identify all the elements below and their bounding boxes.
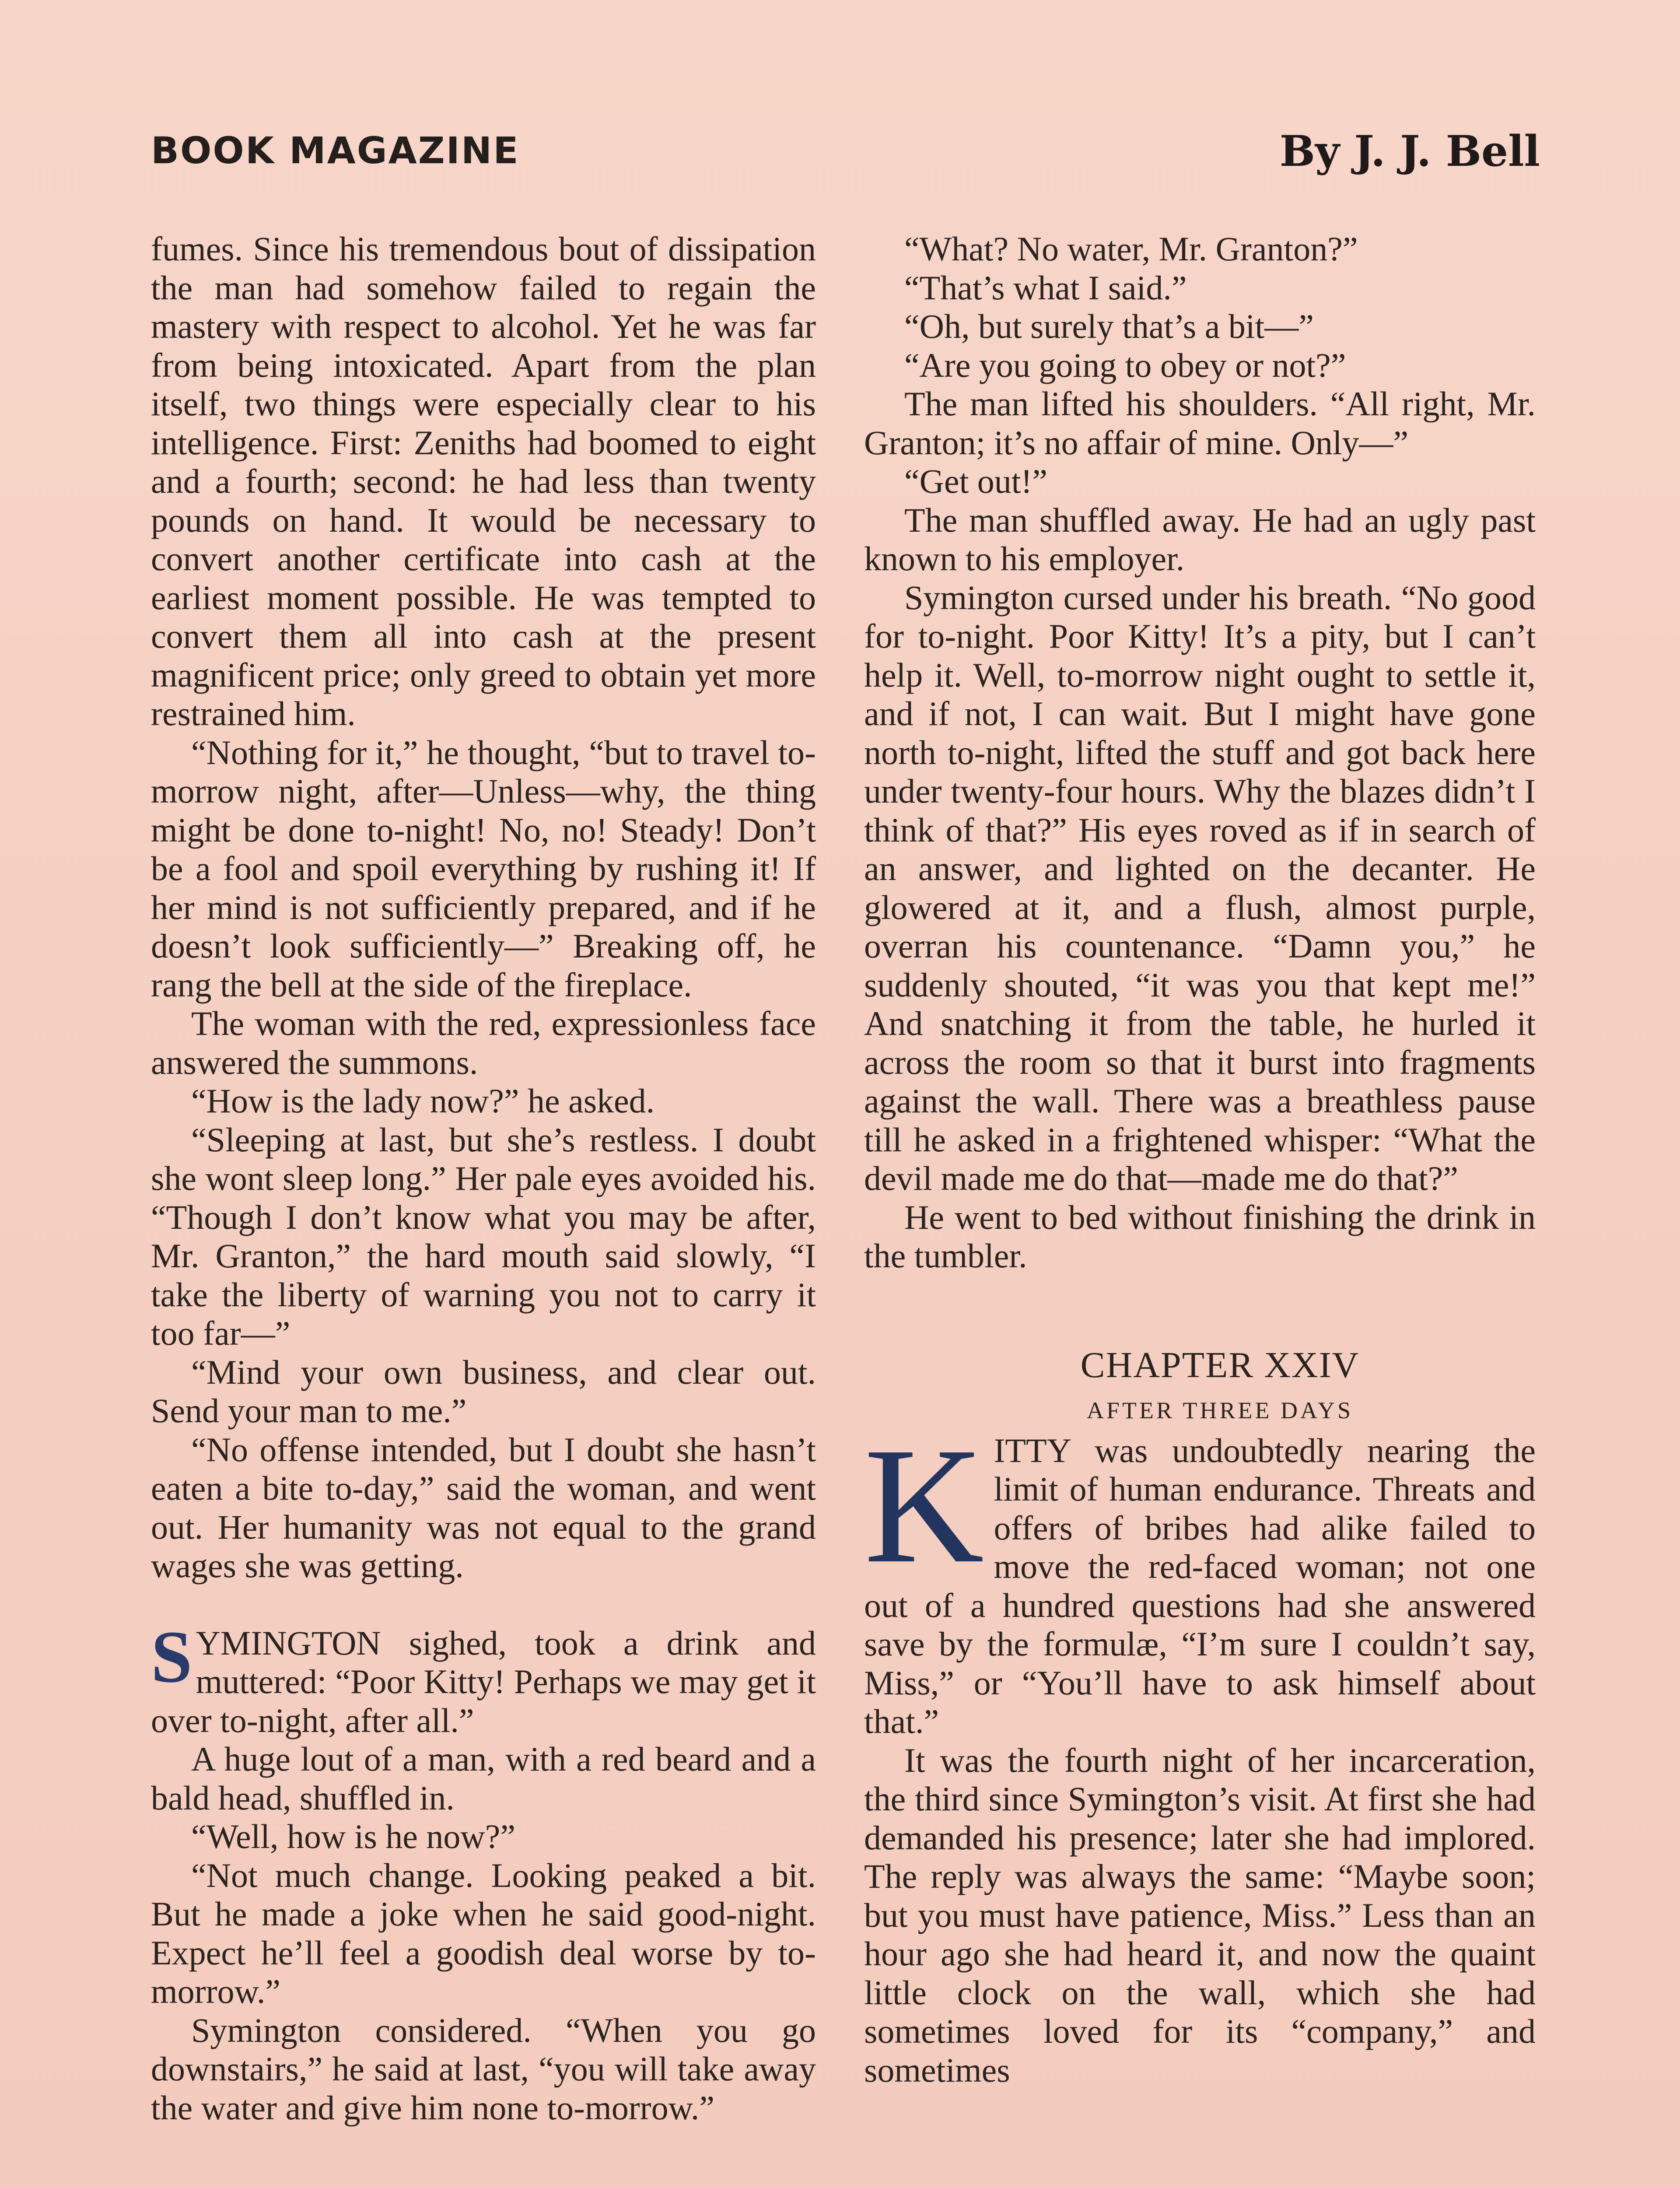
section-break: [151, 1585, 816, 1624]
paragraph: “Sleeping at last, but she’s restless. I doubt she wont sleep long.” Her pale eyes avoided his. “Though I don’t know what you may be after, Mr. Granton,” the hard mouth said slowly, “I take the liberty of warning you not to carry it too far—”: [151, 1120, 816, 1352]
paragraph: “No offense intended, but I doubt she hasn’t eaten a bite to-day,” said the woman, and went out. Her humanity was not equal to the grand wages she was getting.: [151, 1430, 816, 1585]
paragraph: “Oh, but surely that’s a bit—”: [904, 307, 1314, 345]
paragraph: “Mind your own business, and clear out. Send your man to me.”: [151, 1353, 816, 1430]
paragraph: fumes. Since his tremendous bout of dissipation the man had somehow failed to regain the mastery with respect to alcohol. Yet he was far from being intoxicated. Apart from the plan itself, two things were especially clear to his intelligence. First: Zeniths had boomed to eight and a fourth; second: he had less than twenty pounds on hand. It would be necessary to convert another certificate into cash at the earliest moment possible. He was tempted to convert them all into cash at the present magnificent price; only greed to obtain yet more restrained him.: [151, 230, 816, 733]
section-opening-paragraph: [151, 1615, 816, 1740]
paragraph: Symington considered. “When you go downstairs,” he said at last, “you will take away the water and give him none to-morrow.”: [151, 2011, 816, 2127]
paragraph: “Nothing for it,” he thought, “but to travel to-morrow night, after—Unless—why, the thing might be done to-night! No, no! Steady! Don’t be a fool and spoil everything by rushing it! If her mind is not sufficiently prepared, and if he doesn’t look sufficiently—” Breaking off, he rang the bell at the side of the fireplace.: [151, 733, 816, 1004]
right-column: [864, 230, 1536, 2090]
paragraph: “Are you going to obey or not?”: [904, 346, 1346, 384]
paragraph: “Well, how is he now?”: [191, 1817, 515, 1855]
paragraph: The woman with the red, expressionless face answered the summons.: [151, 1004, 816, 1081]
chapter-subtitle: AFTER THREE DAYS: [1086, 1397, 1354, 1424]
paragraph: The man lifted his shoulders. “All right, Mr. Granton; it’s no affair of mine. Only—”: [864, 385, 1536, 462]
paragraph: The man shuffled away. He had an ugly past known to his employer.: [864, 501, 1536, 578]
paragraph: Symington cursed under his breath. “No good for to-night. Poor Kitty! It’s a pity, but I can’t help it. Well, to-morrow night ought to settle it, and if not, I can wait. But I might have gone north to-night, lifted the stuff and got back here under twenty-four hours. Why the blazes didn’t I think of that?” His eyes roved as if in search of an answer, and lighted on the decanter. He glowered at it, and a flush, almost purple, overran his countenance. “Damn you,” he suddenly shouted, “it was you that kept me!” And snatching it from the table, he hurled it across the room so that it burst into fragments against the wall. There was a breathless pause till he asked in a frightened whisper: “What the devil made me do that—made me do that?”: [864, 578, 1536, 1197]
paragraph: “What? No water, Mr. Granton?”: [904, 230, 1358, 268]
drop-cap: K: [864, 1413, 984, 1598]
paragraph: “How is the lady now?” he asked.: [191, 1082, 655, 1120]
magazine-title: BOOK MAGAZINE: [151, 129, 520, 172]
paragraph: It was the fourth night of her incarceration, the third since Symington’s visit. At first she had demanded his presence; later she had implored. The reply was always the same: “Maybe soon; but you must have patience, Miss.” Less than an hour ago she had heard it, and now the quaint little clock on the wall, which she had sometimes loved for its “company,” and sometimes: [864, 1741, 1536, 2089]
paragraph: A huge lout of a man, with a red beard and a bald head, shuffled in.: [151, 1740, 816, 1817]
running-header: [151, 126, 1540, 190]
drop-cap: S: [151, 1615, 192, 1698]
paragraph: He went to bed without finishing the drink in the tumbler.: [864, 1198, 1536, 1275]
chapter-opening-paragraph: [864, 1413, 1536, 1741]
chapter-spacer: [864, 1276, 1536, 1341]
chapter-title: CHAPTER XXIV: [1080, 1344, 1360, 1385]
paragraph-text: ITTY was undoubtedly nearing the limit of human endurance. Threats and offers of bribes had alike failed to move the red-faced woman; not one out of a hundred questions had she answered save by the formulæ, “I’m sure I couldn’t say, Miss,” or “You’ll have to ask himself about that.”: [864, 1431, 1536, 1740]
author-byline: By J. J. Bell: [1279, 126, 1540, 176]
paragraph-text: YMINGTON sighed, took a drink and muttered: “Poor Kitty! Perhaps we may get it over to-night, after all.”: [151, 1623, 816, 1739]
left-column: [151, 230, 816, 2127]
paragraph: “That’s what I said.”: [904, 268, 1187, 307]
paragraph: “Get out!”: [904, 462, 1048, 500]
paragraph: “Not much change. Looking peaked a bit. But he made a joke when he said good-night. Expect he’ll feel a goodish deal worse by to-morrow.”: [151, 1856, 816, 2010]
